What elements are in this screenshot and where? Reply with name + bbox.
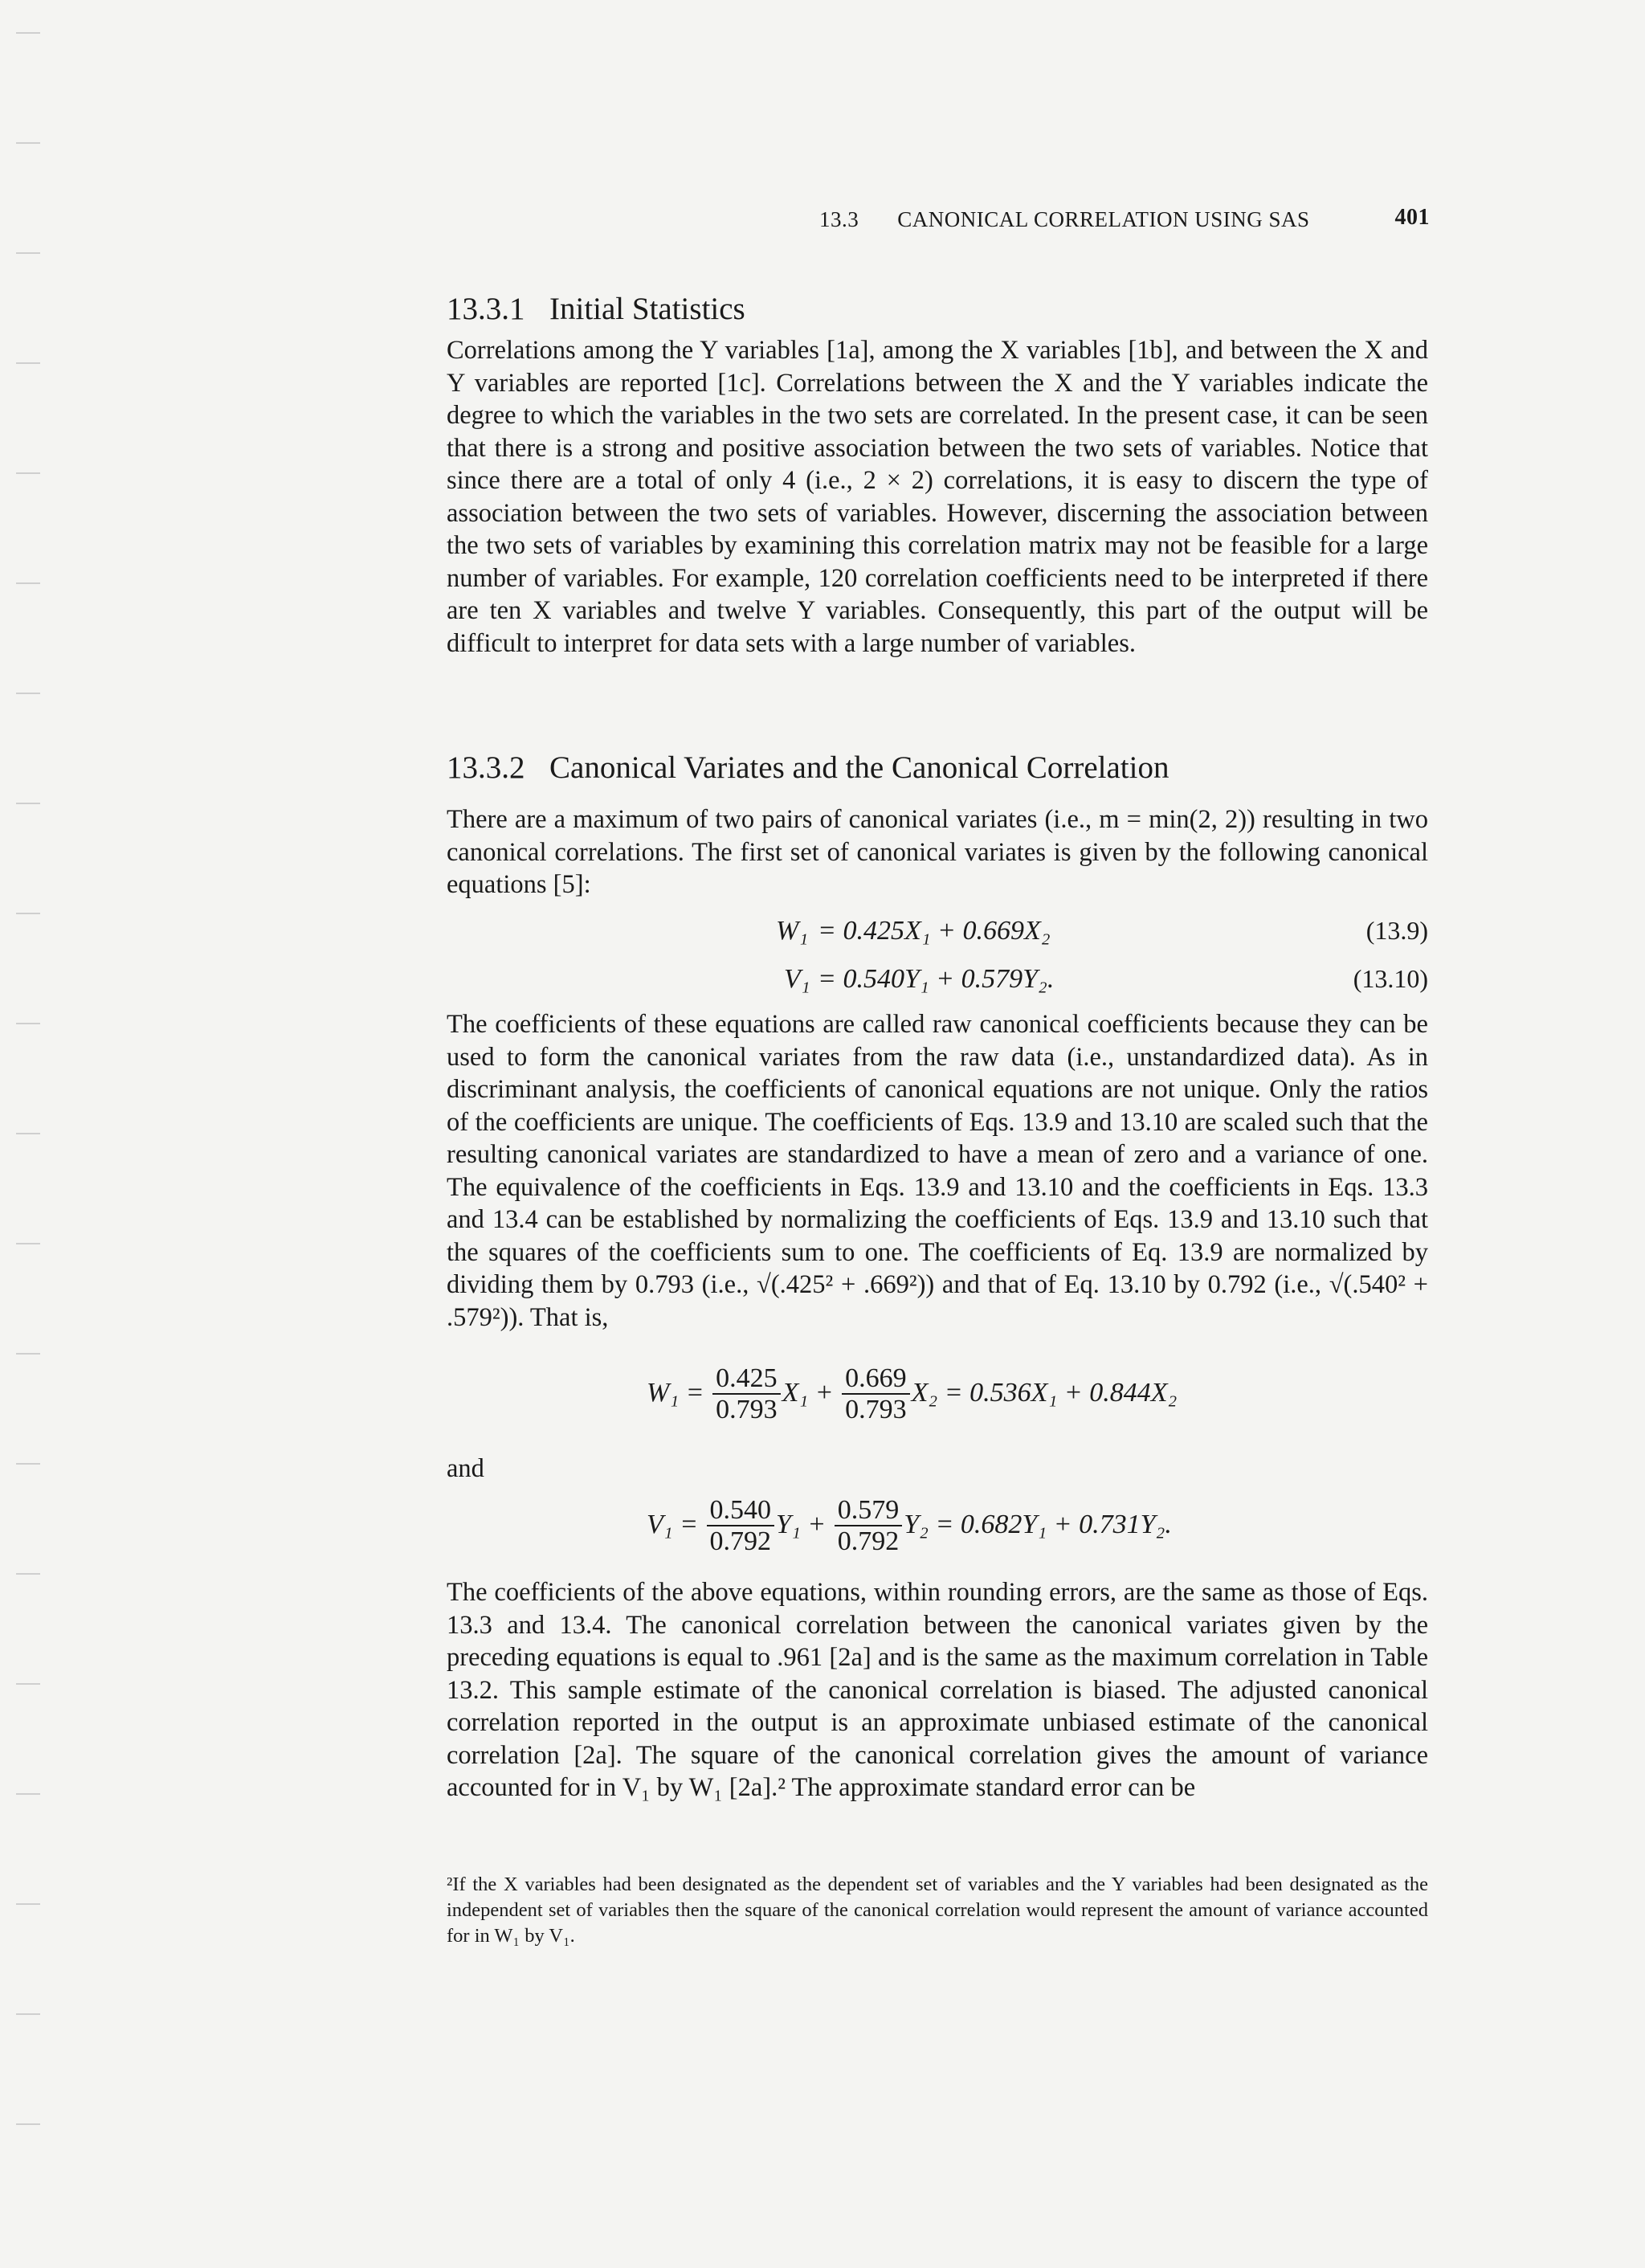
edge-tick [16, 913, 40, 914]
header-running-title: CANONICAL CORRELATION USING SAS [897, 207, 1310, 231]
equation-v1-normalized [647, 1496, 1172, 1557]
paragraph: There are a maximum of two pairs of canonical variates (i.e., m = min(2, 2)) resulting in two canonical correlations. The first set of canonical variates is given by the following canonical equations [5]: [447, 805, 1428, 899]
edge-tick [16, 362, 40, 364]
edge-tick [16, 2013, 40, 2015]
edge-tick [16, 1903, 40, 1905]
section-heading-2 [447, 750, 1428, 786]
and-text-block [447, 1453, 1428, 1485]
equation-13-9 [447, 916, 1428, 956]
fraction [835, 1496, 903, 1557]
running-header [819, 207, 1430, 232]
edge-tick [16, 693, 40, 694]
fraction [707, 1496, 775, 1557]
section-number: 13.3.2 [447, 750, 525, 785]
equation-lhs: V₁ = [647, 1509, 699, 1539]
page-number: 401 [1394, 205, 1430, 230]
edge-tick [16, 1353, 40, 1355]
paragraph: The coefficients of these equations are called raw canonical coefficients because they can be used to form the canonical variates from the raw data (i.e., unstandardized data). As in discriminant analysis, the coefficients of canonical equations are not unique. Only the ratios of the coefficients are unique. The coefficients of Eqs. 13.9 and 13.10 are scaled such that the resulting canonical variates are standardized to have a mean of zero and a variance of one. The equivalence of the coefficients in Eqs. 13.9 and 13.10 and the coefficients in Eqs. 13.3 and 13.4 can be established by normalizing the coefficients of Eqs. 13.9 and 13.10 such that the squares of the coefficients sum to one. The coefficients of Eq. 13.9 are normalized by dividing them by 0.793 (i.e., √(.425² + .669²)) and that of Eq. 13.10 by 0.792 (i.e., √(.540² + .579²)). That is, [447, 1010, 1428, 1332]
edge-tick [16, 1793, 40, 1795]
variable: X₁ + [782, 1377, 834, 1408]
section-title: Initial Statistics [549, 292, 745, 326]
denominator: 0.793 [845, 1395, 907, 1424]
denominator: 0.792 [709, 1526, 772, 1556]
equation-13-10 [447, 964, 1428, 1004]
edge-tick [16, 1243, 40, 1244]
equation-lhs: W₁ [776, 916, 809, 946]
edge-tick [16, 252, 40, 254]
equation-number: (13.9) [1365, 916, 1428, 945]
numerator: 0.425 [712, 1364, 781, 1395]
equation-lhs: V₁ [784, 964, 810, 994]
edge-tick [16, 1573, 40, 1575]
edge-tick [16, 32, 40, 34]
variable: X₂ [911, 1377, 938, 1408]
paragraph: Correlations among the Y variables [1a], among the X variables [1b], and between the X and Y variables are reported [1c]. Correlations between the X and the Y variables indicate the degree to which the variables in the two sets are correlated. In the present case, it can be seen that there is a strong and positive association between the two sets of variables. Notice that since there are a total of only 4 (i.e., 2 × 2) correlations, it is easy to discern the type of association between the two sets of variables. However, discerning the association between the two sets of variables by examining this correlation matrix may not be feasible for a large number of variables. For example, 120 correlation coefficients need to be interpreted if there are ten X variables and twelve Y variables. Consequently, this part of the output will be difficult to interpret for data sets with a large number of variables. [447, 336, 1428, 658]
edge-tick [16, 1133, 40, 1134]
edge-tick [16, 142, 40, 144]
section-title: Canonical Variates and the Canonical Correlation [549, 750, 1169, 785]
edge-tick [16, 803, 40, 804]
header-section-number: 13.3 [819, 207, 859, 231]
numerator: 0.579 [835, 1496, 903, 1526]
section-heading-1 [447, 291, 1428, 327]
section-2-intro [447, 803, 1428, 901]
variable: Y₁ + [776, 1509, 827, 1539]
paragraph: The coefficients of the above equations, within rounding errors, are the same as those of Eqs. 13.3 and 13.4. The canonical correlation between the canonical variates given by the preceding equations is equal to .961 [2a] and is the same as the maximum correlation in Table 13.2. This sample estimate of the canonical correlation is biased. The adjusted canonical correlation reported in the output is an approximate unbiased estimate of the canonical correlation [2a]. The square of the canonical correlation gives the amount of variance accounted for in V₁ by W₁ [2a].² The approximate standard error can be [447, 1578, 1428, 1802]
equation-lhs: W₁ = [647, 1377, 704, 1408]
edge-tick [16, 472, 40, 474]
scan-edge-marks [16, 32, 40, 2233]
edge-tick [16, 1463, 40, 1465]
section-number: 13.3.1 [447, 292, 525, 326]
equation-result: = 0.536X₁ + 0.844X₂ [944, 1377, 1178, 1408]
section-2-body-3 [447, 1576, 1428, 1804]
numerator: 0.669 [842, 1364, 910, 1395]
variable: Y₂ [904, 1509, 929, 1539]
edge-tick [16, 1023, 40, 1024]
numerator: 0.540 [707, 1496, 775, 1526]
equation-w1-normalized [647, 1364, 1177, 1425]
fraction [842, 1364, 910, 1425]
section-2-body-2 [447, 1008, 1428, 1334]
equation-result: = 0.682Y₁ + 0.731Y₂. [935, 1509, 1172, 1539]
equation-rhs: = 0.425X₁ + 0.669X₂ [818, 916, 1051, 946]
edge-tick [16, 2123, 40, 2125]
denominator: 0.793 [716, 1395, 778, 1424]
section-1-body [447, 334, 1428, 660]
equation-number: (13.10) [1353, 964, 1428, 993]
fraction [712, 1364, 781, 1425]
edge-tick [16, 582, 40, 584]
footnote: ²If the X variables had been designated as the dependent set of variables and the Y variables had been designated as the independent set of variables then the square of the canonical correlation would represent the amount of variance accounted for in W₁ by V₁. [447, 1874, 1428, 1947]
edge-tick [16, 1683, 40, 1685]
and-text: and [447, 1454, 484, 1483]
denominator: 0.792 [837, 1526, 900, 1556]
equation-rhs: = 0.540Y₁ + 0.579Y₂. [818, 964, 1055, 994]
